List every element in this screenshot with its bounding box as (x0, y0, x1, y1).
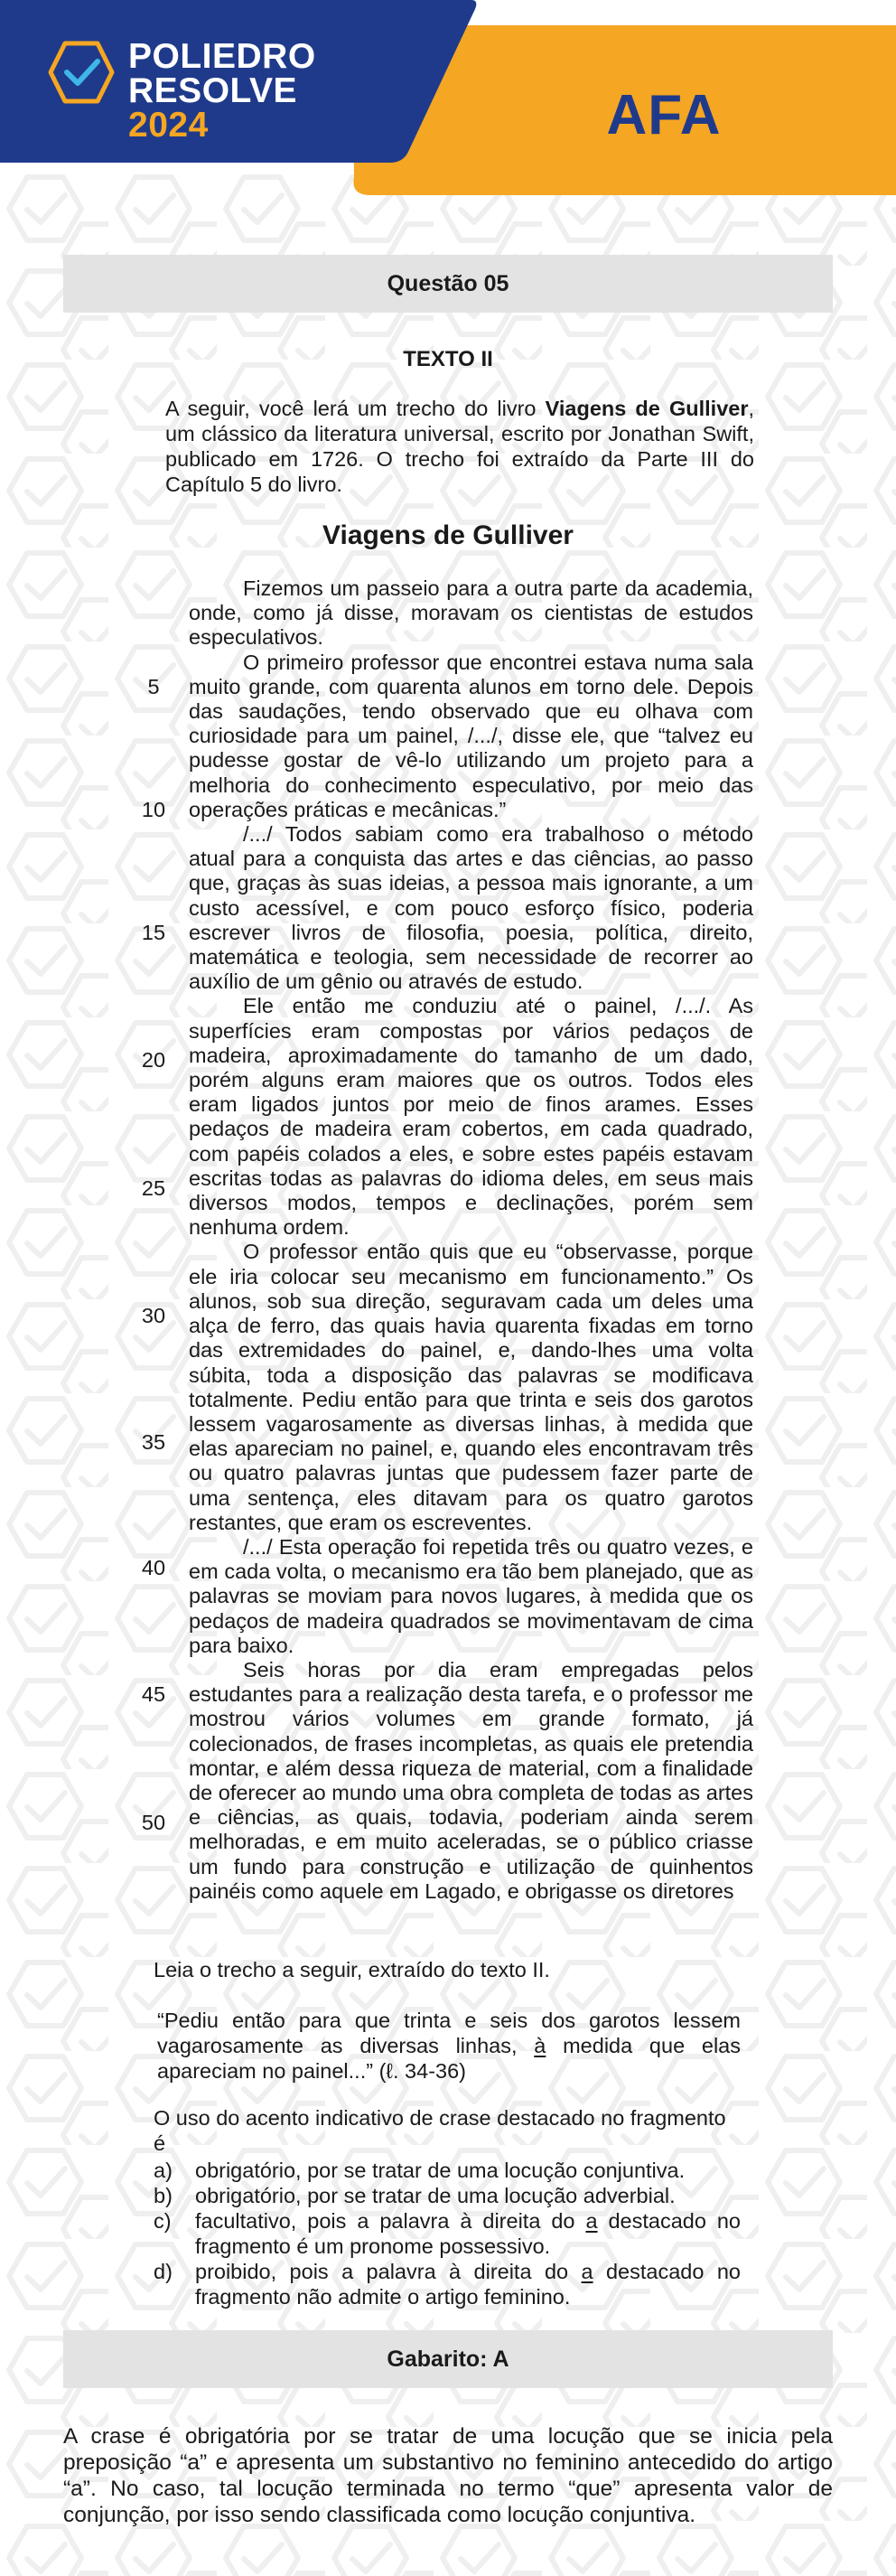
quoted-fragment (154, 2008, 741, 2084)
option-underlined: a (585, 2209, 598, 2233)
option-text (195, 2208, 741, 2259)
line-number: 40 (141, 1556, 166, 1579)
page-header (0, 0, 896, 199)
line-number: 50 (141, 1811, 166, 1834)
intro-text-end: , um clássico da literatura universal, escrito por Jonathan Swift, publicado em 1726. O trecho foi extraído da Parte III do Capítulo 5 do livro. (165, 397, 755, 496)
option-text-before: facultativo, pois a palavra à direita do (195, 2209, 586, 2233)
passage-paragraph: Seis horas por dia eram empregadas pelos estudantes para a realização desta tarefa, e o professor me mostrou vários volumes em grande formato, já colecionados, de frases incompletas, as quais ele pretendia montar, e além dessa riqueza de material, com a finalidade de oferecer ao mundo uma obra completa de todas as artes e ciências, as quais, todavia, poderiam ainda serem melhoradas, e em muito aceleradas, se o público criasse um fundo para construção e utilização de quinhentos painéis como aquele em Lagado, e obrigasse os diretores (189, 1657, 753, 1903)
question-title-bar (63, 255, 833, 313)
passage-paragraph: O professor então quis que eu “observasse, porque ele iria colocar seu mecanismo em funcionamento.” Os alunos, sob sua direção, seguravam cada um deles uma alça de ferro, das quais havia quarenta fixadas em torno das extremidades do painel, e, dando-lhes uma volta súbita, toda a disposição das palavras se modificava totalmente. Pediu então para que trinta e seis dos garotos lessem vagarosamente as diversas linhas, à medida que elas apareciam no painel, e, quando eles encontravam três ou quatro palavras juntas que pudessem fazer parte de uma sentença, eles ditavam para os quatro garotos restantes, que eram os escreventes. (189, 1240, 753, 1534)
brand-year: 2024 (128, 106, 209, 145)
option-text-before: proibido, pois a palavra à direita do (195, 2260, 582, 2283)
question-prompt: Leia o trecho a seguir, extraído do texto II. (154, 1958, 550, 1981)
question-stem: O uso do acento indicativo de crase destacado no fragmento é (154, 2106, 726, 2155)
intro-paragraph (165, 396, 754, 497)
quote-before: “Pediu então para que trinta e seis dos garotos lessem vagarosamente as diversas linhas, (157, 2009, 741, 2057)
passage-title: Viagens de Gulliver (322, 520, 574, 550)
passage-text (189, 576, 753, 1904)
question-title: Questão 05 (387, 270, 509, 296)
option-text: obrigatório, por se tratar de uma locução adverbial. (195, 2184, 676, 2207)
intro-book-title: Viagens de Gulliver (545, 397, 749, 420)
option-underlined: a (581, 2260, 593, 2283)
passage-paragraph: Fizemos um passeio para a outra parte da academia, onde, como já disse, moravam os cientistas de estudos especulativos. (189, 576, 753, 650)
option-letter: c) (154, 2209, 172, 2233)
option-letter: d) (154, 2260, 173, 2283)
brand-line-1: POLIEDRO (128, 37, 316, 76)
quote-after: medida que elas apareciam no painel...” (ℓ. 34-36) (157, 2034, 742, 2083)
option-b (154, 2183, 741, 2208)
answer-title: Gabarito: A (387, 2346, 509, 2372)
line-number: 35 (141, 1430, 166, 1454)
line-number: 30 (141, 1304, 166, 1327)
option-text-after: destacado no fragmento não admite o artigo feminino. (195, 2260, 741, 2309)
passage-paragraph: O primeiro professor que encontrei estava numa sala muito grande, com quarenta alunos em torno dele. Depois das saudações, tendo observado que eu olhava com curiosidade para um painel, /.../, disse ele, que “talvez eu pudesse gostar de vê-lo utilizando um projeto para a melhoria do conhecimento especulativo, por meio das operações práticas e mecânicas.” (189, 650, 753, 821)
passage-paragraph: /.../ Esta operação foi repetida três ou quatro vezes, e em cada volta, o mecanismo era tão bem planejado, que as palavras se moviam para novos lugares, à medida que os pedaços de madeira quadrados se movimentavam de cima para baixo. (189, 1534, 753, 1657)
brand-line-2: RESOLVE (128, 71, 297, 110)
option-text-after: destacado no fragmento é um pronome possessivo. (195, 2209, 741, 2258)
option-a (154, 2158, 741, 2183)
answer-title-bar (63, 2330, 833, 2388)
answer-explanation: A crase é obrigatória por se tratar de uma locução que se inicia pela preposição “a” e apresenta um substantivo no feminino antecedido do artigo “a”. No caso, tal locução terminada no termo “que” apresenta valor de conjunção, por isso sendo classificada como locução conjuntiva. (63, 2424, 833, 2527)
option-letter: a) (154, 2159, 173, 2182)
line-number: 25 (141, 1176, 166, 1200)
line-number: 20 (141, 1048, 166, 1072)
texto-label: TEXTO II (403, 347, 493, 371)
line-number: 15 (141, 921, 166, 944)
option-d (154, 2259, 741, 2309)
brand-logo (128, 37, 316, 145)
option-text (195, 2259, 741, 2309)
line-number: 10 (141, 798, 166, 821)
intro-text-start: A seguir, você lerá um trecho do livro (165, 397, 546, 420)
question-stem-block (154, 2105, 741, 2156)
highlighted-crase: à (534, 2034, 546, 2057)
question-prompt-block (154, 1957, 741, 1982)
line-number: 5 (147, 675, 160, 698)
answer-options (154, 2158, 741, 2309)
quote-text (154, 2008, 741, 2084)
passage-paragraph: Ele então me conduziu até o painel, /.../. As superfícies eram compostas por vários pedaços de madeira, aproximadamente do tamanho de um dado, porém alguns eram maiores que os outros. Todos eles eram ligados juntos por meio de finos arames. Esses pedaços de madeira eram cobertos, em cada quadrado, com papéis colados a eles, e sobre estes papéis estavam escritas todas as palavras do idioma deles, em seus mais diversos modos, tempos e declinações, porém sem nenhuma ordem. (189, 994, 753, 1240)
option-text: obrigatório, por se tratar de uma locução conjuntiva. (195, 2159, 686, 2182)
passage-paragraph: /.../ Todos sabiam como era trabalhoso o método atual para a conquista das artes e das ciências, ao passo que, graças às suas ideias, a pessoa mais ignorante, a um custo acessível, e com pouco esforço físico, poderia escrever livros de filosofia, poesia, política, direito, matemática e teologia, sem necessidade de recorrer ao auxílio de um gênio ou através de estudo. (189, 822, 753, 994)
exam-name: AFA (606, 84, 722, 146)
line-number: 45 (141, 1682, 166, 1706)
option-c (154, 2208, 741, 2259)
option-letter: b) (154, 2184, 173, 2207)
